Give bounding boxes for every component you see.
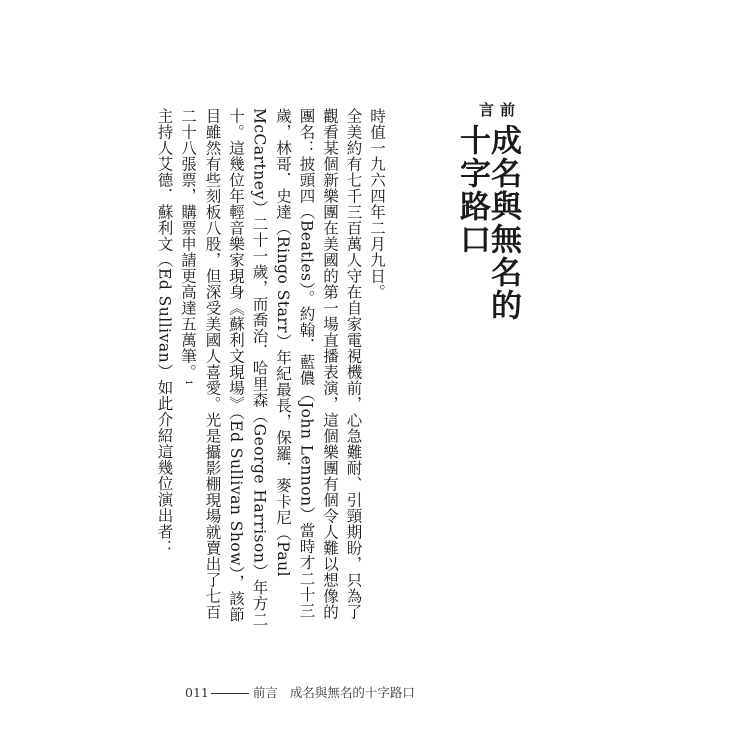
paragraph-main xyxy=(176,108,365,628)
chapter-title: 成名與無名的十字路口 xyxy=(454,123,521,322)
paragraph-main-text: 全美約有七千三百萬人守在自家電視機前，心急難耐、引頸期盼，只為了觀看某個新樂團在美國的第一場直播表演，這個樂團有個令人難以想像的團名：披頭四（Beatles）。約翰．藍儂（John Lennon）當時才二十三歲，林哥．史達（Ringo Starr）年紀最長，保羅．麥卡尼（Paul McCartney）二十一歲，而喬治．哈里森（George Harrison）年方二十。這幾位年輕音樂家現身《蘇利文現場》（Ed Sullivan Show），該節目雖然有些刻板八股，但深受美國人喜愛。光是攝影棚現場就賣出了七百二十八張票，購票申請更高達五萬筆。 xyxy=(179,108,363,628)
footnote-marker: 1 xyxy=(184,380,193,386)
footer-rule xyxy=(211,693,249,694)
paragraph-date: 時值一九六四年二月九日。 xyxy=(368,108,386,300)
footer-section: 前言 xyxy=(252,685,278,700)
page-number: 011 xyxy=(185,684,209,700)
page-footer xyxy=(185,683,565,701)
paragraph-host: 主持人艾德．蘇利文（Ed Sullivan）如此介紹這幾位演出者： xyxy=(155,108,174,556)
chapter-heading xyxy=(454,90,521,350)
body-text xyxy=(155,108,388,628)
footer-title: 成名與無名的十字路口 xyxy=(289,685,415,700)
chapter-label: 前言 xyxy=(477,102,516,118)
